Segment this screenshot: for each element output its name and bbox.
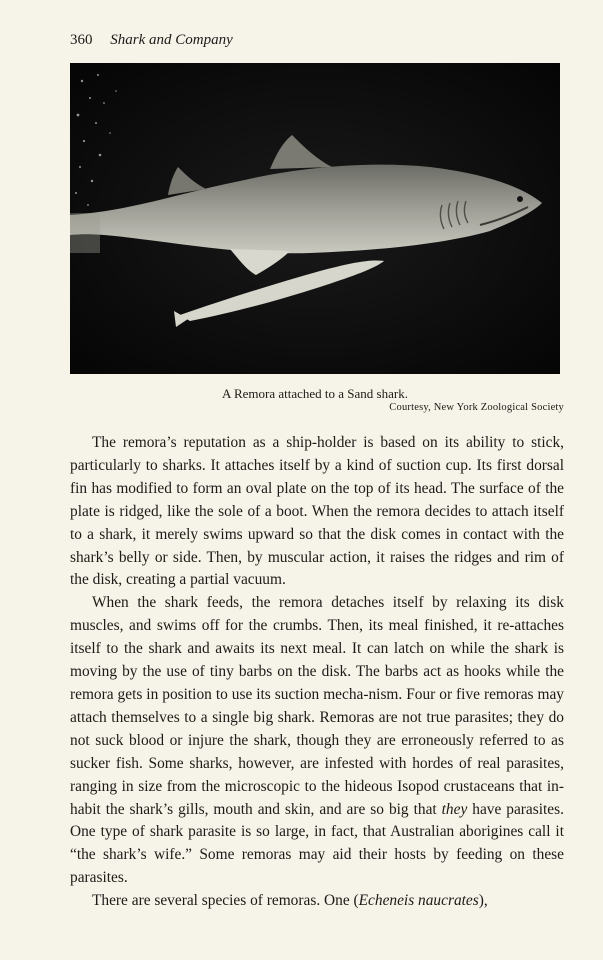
body-text [70,432,564,913]
paragraph-1: The remora’s reputation as a ship-holder is based on its ability to stick, particularly to sharks. It attaches itself by a kind of suction cup. Its first dorsal fin has modified to form an oval plate on the top of its head. The surface of the plate is ridged, like the sole of a boot. When the remora decides to attach itself to a shark, it merely swims upward so that the disk comes in contact with the shark’s belly or side. Then, by muscular action, it raises the ridges and rim of the disk, creating a partial vacuum. [70,434,564,589]
shark-photo [70,63,560,374]
figure-caption: A Remora attached to a Sand shark. [222,386,408,401]
paragraph-2-part-b: have parasites. One type of shark parasite is so large, in fact, that Australian aborigines call it “the shark’s wife.” Some remoras may aid their hosts by feeding on these parasites. [70,800,564,887]
figure-credit: Courtesy, New York Zoological Society [389,402,564,413]
paragraph-3-part-a: There are several species of remoras. One ( [92,892,359,910]
paragraph-2-part-a: When the shark feeds, the remora detaches itself by relaxing its disk muscles, and swims off for the crumbs. Then, its meal finished, it re-attaches itself to the shark and awaits its next meal. It can latch on while the shark is moving by the use of tiny barbs on the disk. The barbs act as hooks while the remora gets in position to use its suction mecha-nism. Four or five remoras may attach themselves to a single big shark. Remoras are not true parasites; they do not suck blood or injure the shark, though they are erroneously referred to as sucker fish. Some sharks, however, are infested with hordes of real parasites, ranging in size from the microscopic to the hideous Isopod crustaceans that in-habit the shark’s gills, mouth and skin, and are so big that [70,594,564,818]
species-name: Echeneis naucrates [358,892,479,910]
running-title: Shark and Company [110,32,233,48]
paragraph-2 [70,592,564,890]
page-header [70,32,233,49]
page-number: 360 [70,32,93,48]
paragraph-2-emphasis: they [441,800,468,818]
paragraph-3-part-b: ), [478,892,488,910]
paragraph-3 [70,890,564,913]
